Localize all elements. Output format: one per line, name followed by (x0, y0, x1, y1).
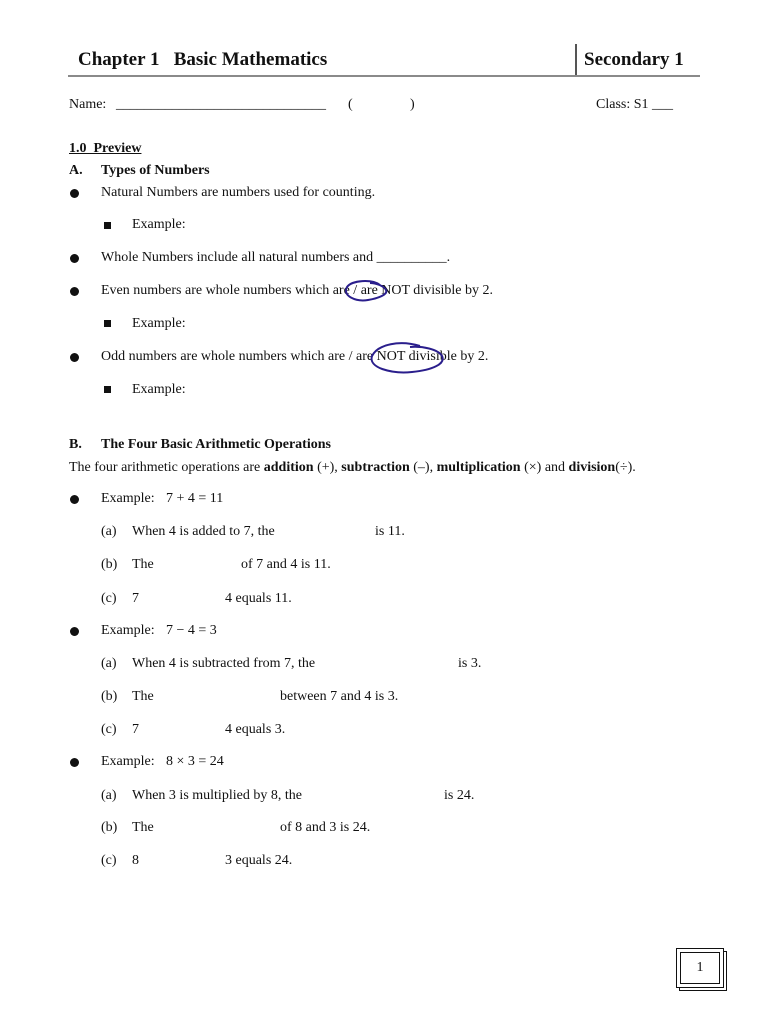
sym-division: (÷). (615, 460, 636, 475)
op-addition: addition (263, 460, 314, 475)
part-mark: (a) (101, 656, 117, 671)
part-text: 8 (132, 853, 139, 868)
even-numbers-text: Even numbers are whole numbers which are / are NOT divisible by 2. (101, 283, 494, 298)
op-division: division (568, 460, 616, 475)
example-label: Example: (132, 316, 186, 331)
level-title: Secondary 1 (584, 49, 684, 70)
part-mark: (c) (101, 591, 117, 606)
chapter-title: Chapter 1 Basic Mathematics (78, 49, 328, 70)
part-mark: (c) (101, 853, 117, 868)
example-3-expression: 8 × 3 = 24 (166, 754, 224, 769)
class-label[interactable]: Class: S1 ___ (596, 97, 674, 112)
example-3-label: Example: (101, 754, 155, 769)
index-close-paren: ) (410, 97, 415, 112)
example-label: Example: (132, 217, 186, 232)
part-text: of 8 and 3 is 24. (280, 820, 371, 835)
part-mark: (b) (101, 689, 118, 704)
part-text: 7 (132, 591, 139, 606)
name-label: Name: (69, 97, 107, 112)
page-number-box (676, 948, 724, 988)
part-text: When 4 is subtracted from 7, the (132, 656, 316, 671)
preview-heading: 1.0 Preview (69, 141, 142, 156)
page-number: 1 (680, 952, 720, 984)
part-text: When 3 is multiplied by 8, the (132, 788, 302, 803)
part-text: The (132, 689, 154, 704)
example-2-expression: 7 − 4 = 3 (166, 623, 217, 638)
section-b-letter: B. (69, 437, 82, 452)
example-1-expression: 7 + 4 = 11 (166, 491, 224, 506)
whole-numbers-text: Whole Numbers include all natural numbers and __________. (101, 250, 451, 265)
part-text: The (132, 557, 154, 572)
example-label: Example: (132, 382, 186, 397)
circle-mark-even (346, 281, 386, 300)
index-open-paren: ( (348, 97, 353, 112)
sym-multiplication: (×) and (520, 460, 569, 475)
part-text: is 3. (458, 656, 482, 671)
part-text: 3 equals 24. (225, 853, 293, 868)
part-text: The (132, 820, 154, 835)
section-a-letter: A. (69, 163, 83, 178)
part-mark: (b) (101, 820, 118, 835)
part-text: 4 equals 11. (225, 591, 292, 606)
part-text: between 7 and 4 is 3. (280, 689, 399, 704)
part-mark: (c) (101, 722, 117, 737)
bullet-icon (70, 627, 79, 636)
intro-text: The four arithmetic operations are (69, 460, 264, 475)
op-multiplication: multiplication (436, 460, 521, 475)
circle-mark-odd (372, 343, 443, 372)
bullet-icon (70, 495, 79, 504)
sym-subtraction: (–), (409, 460, 437, 475)
odd-numbers-text: Odd numbers are whole numbers which are / are NOT divisible by 2. (101, 349, 489, 364)
example-1-label: Example: (101, 491, 155, 506)
part-text: 7 (132, 722, 139, 737)
section-b-title: The Four Basic Arithmetic Operations (101, 437, 331, 452)
name-blank[interactable]: ______________________________ (116, 97, 326, 112)
part-mark: (b) (101, 557, 118, 572)
natural-numbers-text: Natural Numbers are numbers used for counting. (101, 185, 376, 200)
op-subtraction: subtraction (341, 460, 410, 475)
example-2-label: Example: (101, 623, 155, 638)
part-mark: (a) (101, 788, 117, 803)
bullet-icon (70, 758, 79, 767)
part-text: is 11. (375, 524, 405, 539)
operations-intro (69, 460, 636, 476)
part-mark: (a) (101, 524, 117, 539)
section-a-title: Types of Numbers (101, 163, 210, 178)
part-text: is 24. (444, 788, 475, 803)
sym-addition: (+), (313, 460, 342, 475)
part-text: 4 equals 3. (225, 722, 286, 737)
part-text: of 7 and 4 is 11. (241, 557, 331, 572)
part-text: When 4 is added to 7, the (132, 524, 275, 539)
